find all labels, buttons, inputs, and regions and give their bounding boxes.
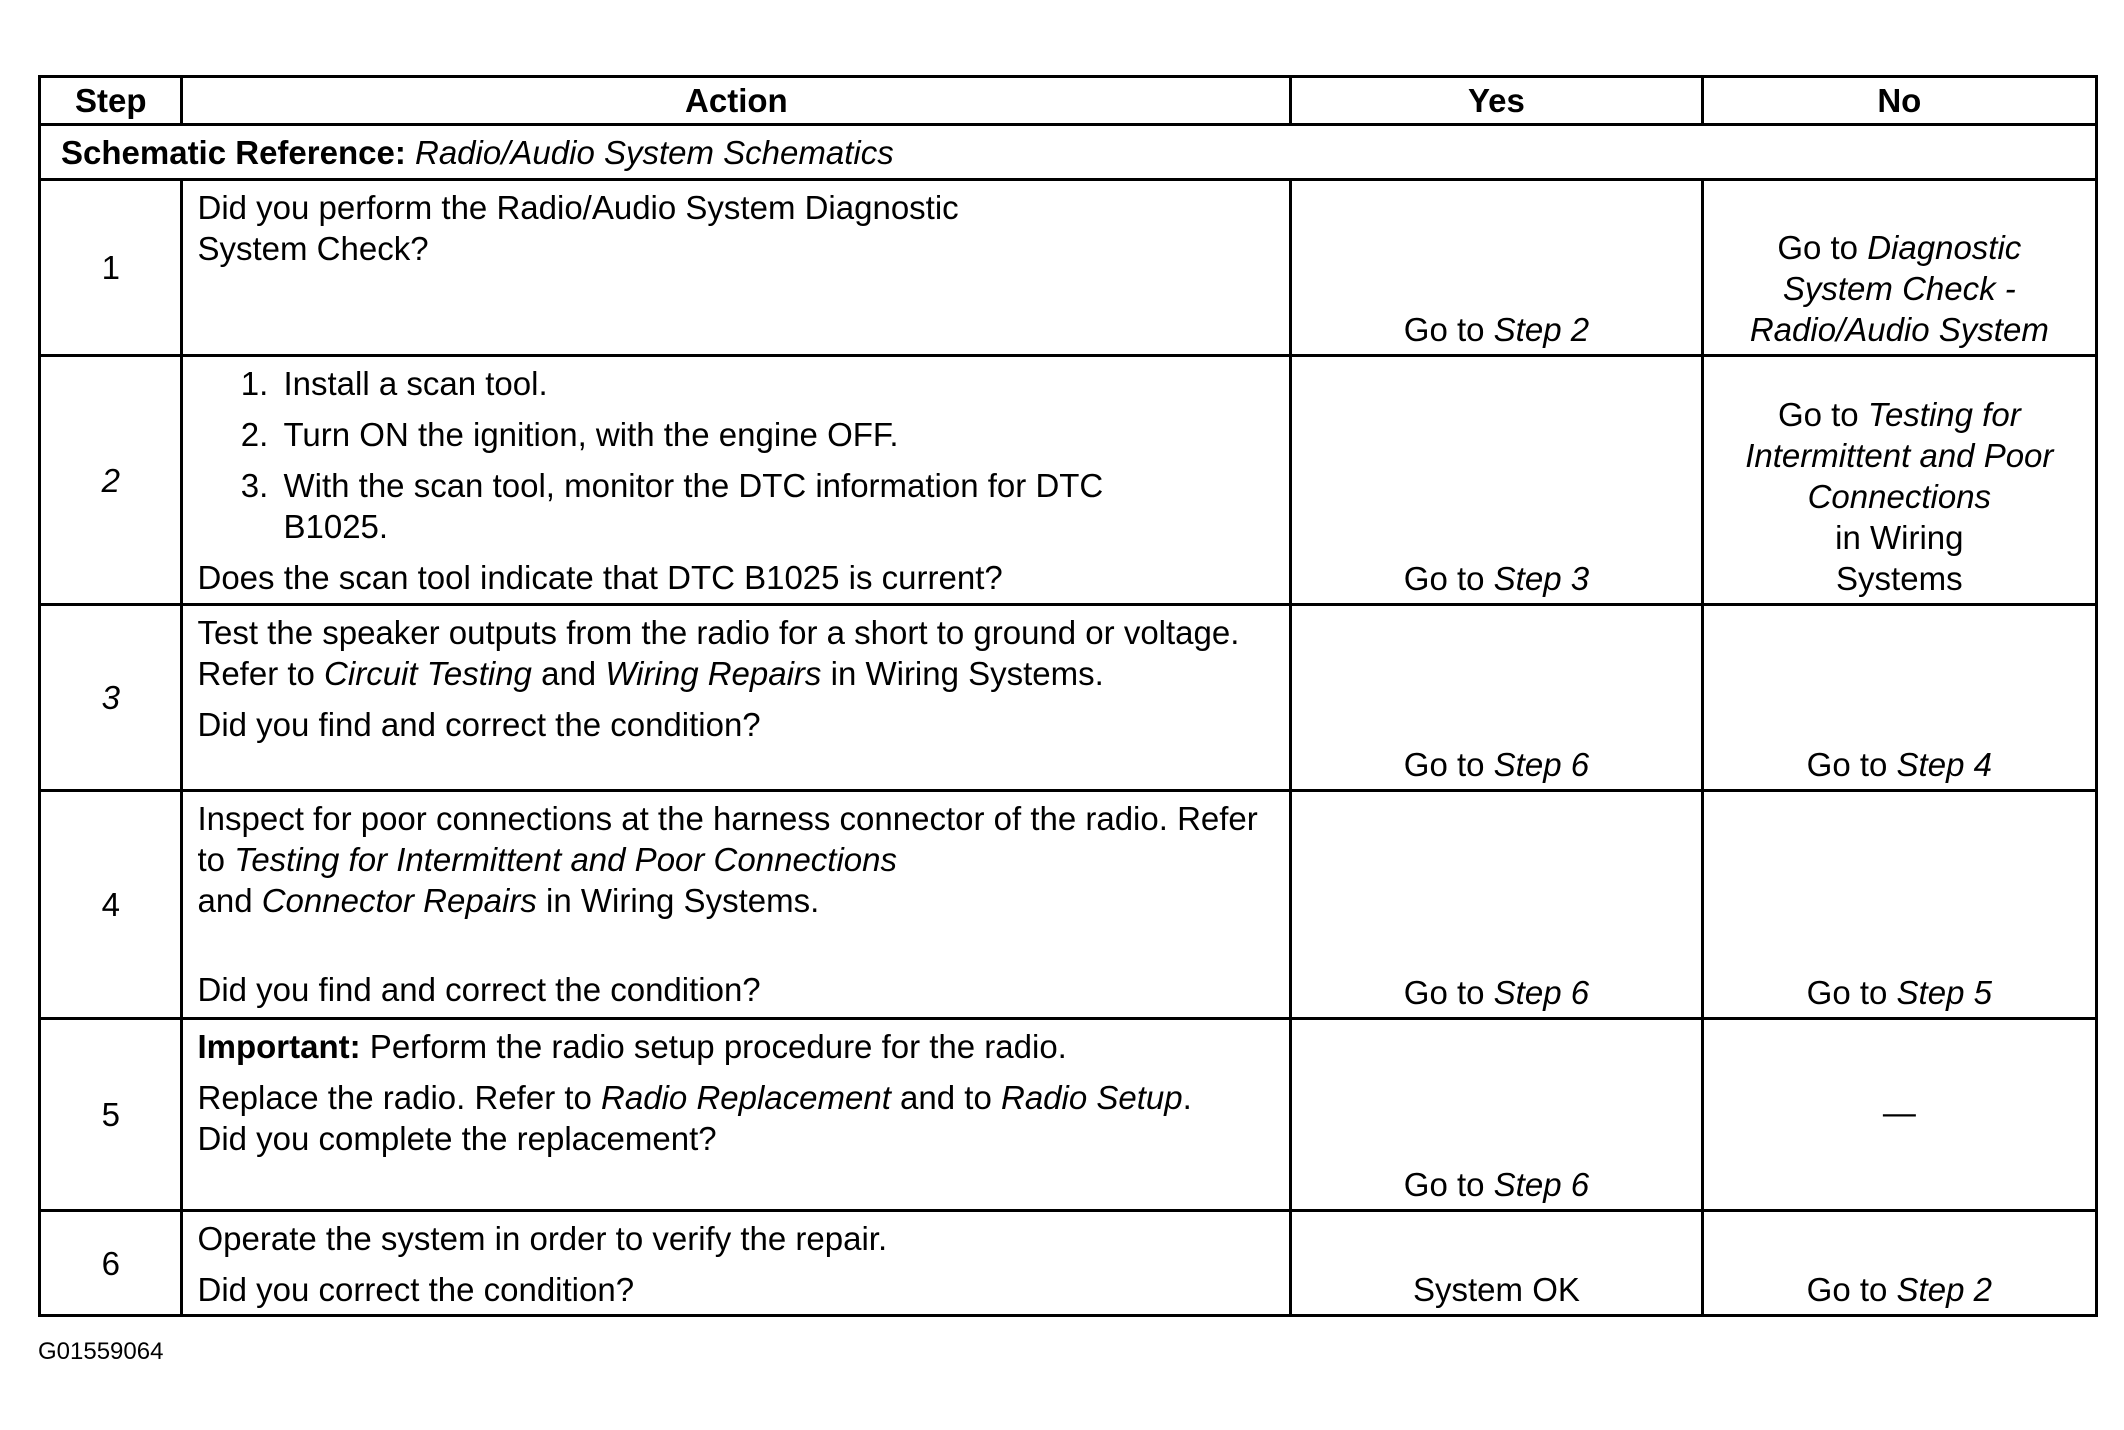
- no-step-ref: Step 2: [1896, 1271, 1992, 1308]
- yes-step-ref: Step 6: [1493, 974, 1590, 1011]
- no-cell: [1702, 356, 2096, 605]
- no-step-ref: Step 4: [1896, 746, 1992, 783]
- no-prefix: Go to: [1777, 229, 1868, 266]
- yes-step-ref: Step 6: [1493, 1166, 1590, 1203]
- yes-step-ref: Step 3: [1493, 560, 1590, 597]
- no-dash: —: [1882, 1094, 1916, 1131]
- action-text: [197, 612, 1275, 694]
- reference-link: Wiring Repairs: [605, 655, 822, 692]
- action-text-part: .: [1182, 1079, 1192, 1116]
- reference-link: Connector Repairs: [261, 882, 537, 919]
- yes-prefix: Go to: [1403, 1166, 1494, 1203]
- action-text: Operate the system in order to verify the repair.: [197, 1220, 888, 1257]
- no-step-ref: Step 5: [1896, 974, 1992, 1011]
- no-ref: Testing for Intermittent and Poor Connections: [1745, 396, 2054, 515]
- yes-cell: [1291, 180, 1702, 356]
- yes-prefix: Go to: [1403, 311, 1494, 348]
- important-note: [197, 1026, 1275, 1067]
- no-cell: [1702, 1211, 2096, 1316]
- important-label: Important:: [197, 1028, 361, 1065]
- action-text: [197, 1077, 1275, 1118]
- action-cell: [182, 356, 1291, 605]
- yes-cell: [1291, 1211, 1702, 1316]
- schematic-reference-label: Schematic Reference:: [61, 133, 406, 171]
- no-prefix: Go to: [1806, 974, 1897, 1011]
- action-text: [197, 798, 1275, 921]
- action-text-part: and to: [890, 1079, 1001, 1116]
- reference-link: Testing for Intermittent and Poor Connections: [234, 841, 898, 878]
- action-question: Did you complete the replacement?: [197, 1120, 717, 1157]
- reference-link: Radio Replacement: [601, 1079, 891, 1116]
- yes-cell: [1291, 356, 1702, 605]
- no-cell: [1702, 791, 2096, 1019]
- step-number: 4: [40, 791, 182, 1019]
- no-cell: [1702, 1019, 2096, 1211]
- header-step: Step: [40, 77, 182, 125]
- list-item: 1. Install a scan tool.: [277, 363, 1115, 404]
- table-row: [40, 791, 2097, 1019]
- reference-link: Circuit Testing: [324, 655, 532, 692]
- no-prefix: Go to: [1806, 1271, 1897, 1308]
- no-suffix: in Wiring Systems: [1835, 519, 1964, 597]
- action-cell: [182, 605, 1291, 791]
- schematic-reference-link: Radio/Audio System Schematics: [415, 133, 894, 171]
- table-row: [40, 180, 2097, 356]
- table-row: [40, 356, 2097, 605]
- important-text: Perform the radio setup procedure for the radio.: [360, 1028, 1067, 1065]
- action-question: Did you correct the condition?: [197, 1271, 635, 1308]
- step-number: 6: [40, 1211, 182, 1316]
- header-yes: Yes: [1291, 77, 1702, 125]
- diagnostic-table-container: [38, 75, 2098, 1317]
- header-action: Action: [182, 77, 1291, 125]
- action-cell: [182, 1019, 1291, 1211]
- action-list: [197, 363, 1275, 547]
- no-cell: [1702, 605, 2096, 791]
- action-text-part: in Wiring Systems.: [821, 655, 1104, 692]
- step-number: 2: [40, 356, 182, 605]
- action-cell: [182, 1211, 1291, 1316]
- table-header-row: [40, 77, 2097, 125]
- yes-cell: [1291, 1019, 1702, 1211]
- yes-prefix: Go to: [1403, 746, 1494, 783]
- list-item: 2. Turn ON the ignition, with the engine OFF.: [277, 414, 1115, 455]
- action-question: Did you perform the Radio/Audio System Diagnostic System Check?: [197, 189, 959, 267]
- action-text-part: Inspect for poor connections at the harness connector of the radio. Refer to: [197, 800, 1258, 878]
- action-text-part: Test the speaker outputs from the radio for a short to ground or voltage. Refer to: [197, 614, 1240, 692]
- diagnostic-table: [38, 75, 2098, 1317]
- no-prefix: Go to: [1777, 396, 1868, 433]
- yes-text: System OK: [1413, 1271, 1580, 1308]
- action-question: Did you find and correct the condition?: [197, 971, 761, 1008]
- yes-prefix: Go to: [1403, 560, 1494, 597]
- header-no: No: [1702, 77, 2096, 125]
- yes-cell: [1291, 605, 1702, 791]
- action-cell: [182, 180, 1291, 356]
- step-number: 3: [40, 605, 182, 791]
- no-cell: [1702, 180, 2096, 356]
- action-text-part: in Wiring Systems.: [536, 882, 820, 919]
- action-cell: [182, 791, 1291, 1019]
- step-number: 5: [40, 1019, 182, 1211]
- schematic-reference: [40, 125, 2097, 180]
- action-question: Did you find and correct the condition?: [197, 706, 761, 743]
- action-question: Does the scan tool indicate that DTC B1025 is current?: [197, 559, 1003, 596]
- yes-cell: [1291, 791, 1702, 1019]
- action-text-part: and: [531, 655, 606, 692]
- no-ref: Diagnostic System Check - Radio/Audio System: [1749, 229, 2049, 348]
- action-text-part: Replace the radio. Refer to: [197, 1079, 602, 1116]
- list-item: 3. With the scan tool, monitor the DTC information for DTC B1025.: [277, 465, 1115, 547]
- table-row: [40, 1211, 2097, 1316]
- reference-link: Radio Setup: [1000, 1079, 1183, 1116]
- figure-id: G01559064: [38, 1338, 164, 1365]
- no-prefix: Go to: [1806, 746, 1897, 783]
- yes-prefix: Go to: [1403, 974, 1494, 1011]
- action-text-part: and: [197, 882, 262, 919]
- table-row: [40, 605, 2097, 791]
- schematic-reference-row: [40, 125, 2097, 180]
- yes-step-ref: Step 2: [1493, 311, 1590, 348]
- yes-step-ref: Step 6: [1493, 746, 1590, 783]
- step-number: 1: [40, 180, 182, 356]
- table-row: [40, 1019, 2097, 1211]
